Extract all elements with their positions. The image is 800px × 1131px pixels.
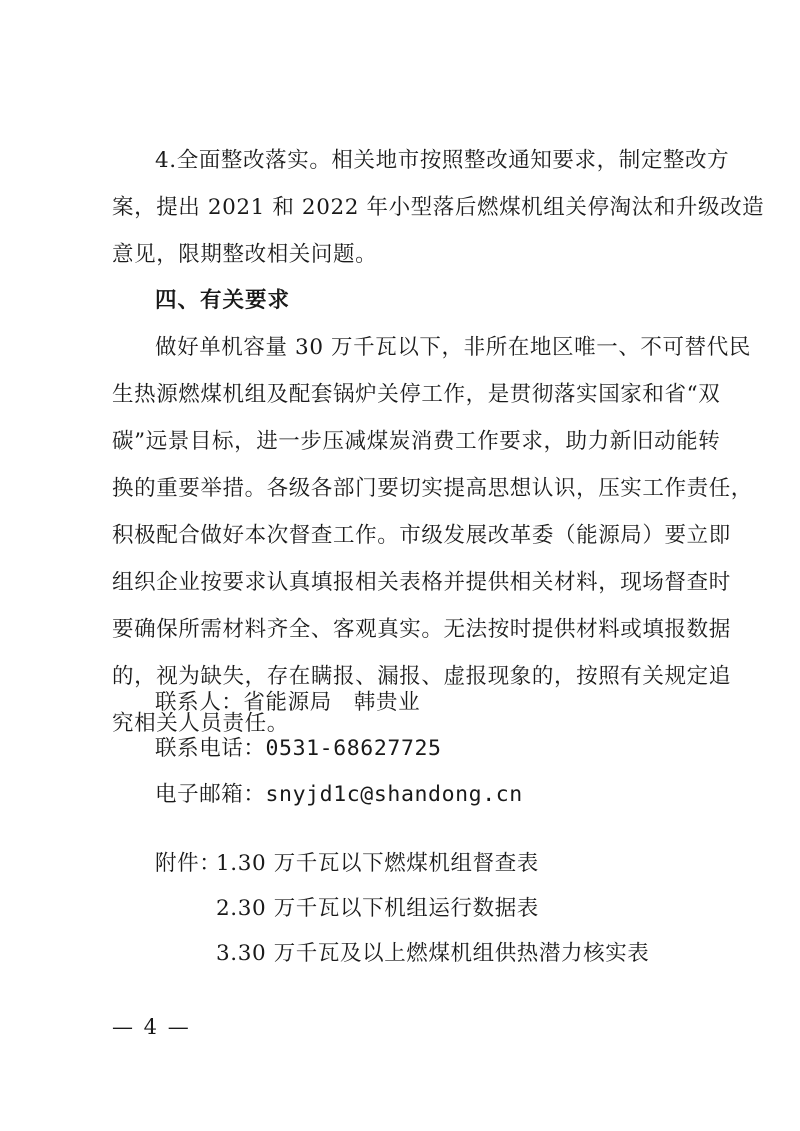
item-4-line-1: 4.全面整改落实。相关地市按照整改通知要求，制定整改方 [155, 148, 730, 173]
requirements-line-8: 的，视为缺失，存在瞒报、漏报、虚报现象的，按照有关规定追 [112, 664, 731, 689]
attachments-label: 附件： [155, 851, 222, 876]
requirements-line-5: 积极配合做好本次督查工作。市级发展改革委（能源局）要立即 [112, 523, 731, 548]
attachment-item-2: 2.30 万千瓦以下机组运行数据表 [216, 896, 539, 921]
requirements-line-3: 碳”远景目标，进一步压减煤炭消费工作要求，助力新旧动能转 [112, 429, 721, 454]
requirements-line-6: 组织企业按要求认真填报相关表格并提供相关材料，现场督查时 [112, 570, 731, 595]
attachment-item-3: 3.30 万千瓦及以上燃煤机组供热潜力核实表 [216, 941, 650, 966]
item-4-line-3: 意见，限期整改相关问题。 [112, 242, 378, 267]
section-heading: 四、有关要求 [155, 288, 291, 313]
attachment-item-1: 1.30 万千瓦以下燃煤机组督查表 [216, 851, 539, 876]
requirements-line-7: 要确保所需材料齐全、客观真实。无法按时提供材料或填报数据 [112, 617, 731, 642]
page-number: — 4 — [112, 1015, 191, 1039]
contact-person: 联系人：省能源局 韩贵业 [155, 690, 421, 715]
requirements-line-4: 换的重要举措。各级各部门要切实提高思想认识，压实工作责任， [112, 476, 753, 501]
requirements-line-1: 做好单机容量 30 万千瓦以下，非所在地区唯一、不可替代民 [155, 335, 751, 360]
requirements-line-2: 生热源燃煤机组及配套锅炉关停工作，是贯彻落实国家和省“双 [112, 382, 721, 407]
item-4-line-2: 案，提出 2021 和 2022 年小型落后燃煤机组关停淘汰和升级改造 [112, 195, 765, 220]
contact-email: 电子邮箱：snyjd1c@shandong.cn [155, 782, 523, 807]
requirements-line-9: 究相关人员责任。 [112, 711, 289, 736]
contact-phone: 联系电话：0531-68627725 [155, 736, 442, 761]
